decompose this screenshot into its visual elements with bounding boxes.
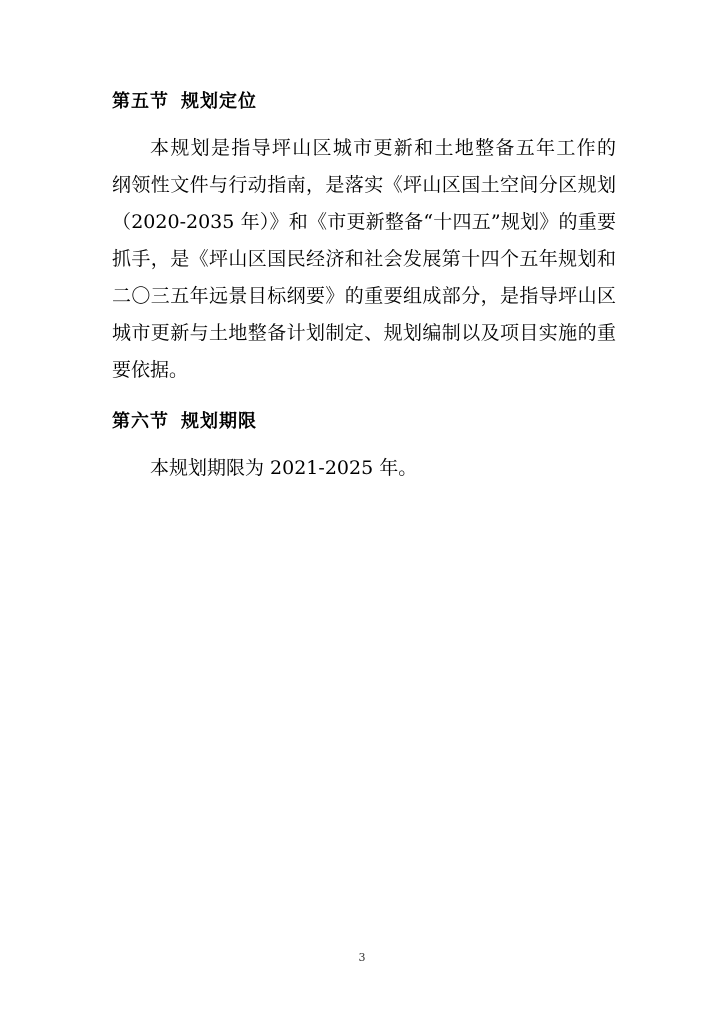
- section-5-line-2: 纲领性文件与行动指南，是落实《坪山区国土空间分区规划: [112, 174, 616, 196]
- section-5-heading: [112, 90, 257, 114]
- page-number: 3: [358, 951, 366, 964]
- section-5-line-5: 二〇三五年远景目标纲要》的重要组成部分，是指导坪山区: [112, 285, 616, 307]
- section-6-heading: [112, 410, 257, 434]
- section-5-title: 规划定位: [181, 91, 257, 112]
- section-6-title: 规划期限: [181, 411, 257, 432]
- section-5-number: 第五节: [112, 91, 169, 112]
- section-5-line-4: 抓手，是《坪山区国民经济和社会发展第十四个五年规划和: [112, 248, 616, 270]
- section-6-number: 第六节: [112, 411, 169, 432]
- section-5-line-7: 要依据。: [112, 359, 189, 381]
- section-6-line-1: 本规划期限为 2021-2025 年。: [150, 457, 418, 479]
- section-5-line-1: 本规划是指导坪山区城市更新和土地整备五年工作的: [150, 137, 616, 159]
- section-5-line-6: 城市更新与土地整备计划制定、规划编制以及项目实施的重: [112, 322, 616, 344]
- section-5-line-3: （2020-2035 年）》和《市更新整备“十四五”规划》的重要: [112, 211, 616, 233]
